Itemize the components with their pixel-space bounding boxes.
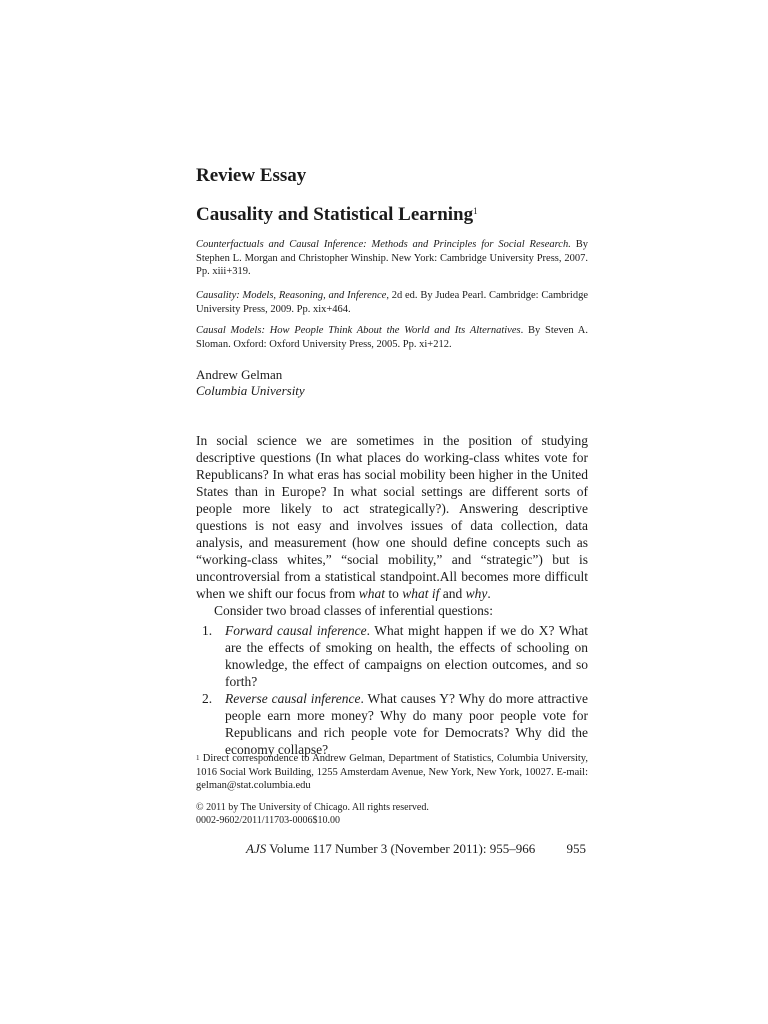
article-title <box>196 204 478 226</box>
body-paragraph-text: In social science we are sometimes in the position of studying descriptive questions (In what places do working-class whites vote for Republicans? In what eras has social mobility been higher in the United States than in Europe? In what social settings are different sorts of people more likely to act strategically?). Answering descriptive questions is not easy and involves issues of data collection, data analysis, and measurement (how one should define concepts such as “working-class whites,” “social mobility,” and “strategic”) but is uncontroversial from a statistical standpoint.All becomes more difficult when we shift our focus from <box>196 433 588 601</box>
journal-abbrev: AJS <box>246 841 267 856</box>
article-title-text: Causality and Statistical Learning <box>196 204 474 225</box>
footnote <box>196 752 588 793</box>
title-footnote-mark: 1 <box>473 206 478 216</box>
body-text <box>196 432 588 758</box>
book-title: Causality: Models, Reasoning, and Inference <box>196 290 387 301</box>
issn-line: 0002-9602/2011/11703-0006$10.00 <box>196 815 340 826</box>
list-item-text: . What might happen if we do X? What are the effects of smoking on health, the effects of schooling on knowledge, the effect of campaigns on election outcomes, and so forth? <box>225 623 588 689</box>
emphasis-what: what <box>358 586 385 601</box>
book-title: Counterfactuals and Causal Inference: Methods and Principles for Social Research. <box>196 239 571 250</box>
list-number: 2. <box>202 691 213 706</box>
body-connector: to <box>384 586 403 601</box>
author-block <box>196 367 305 399</box>
book-title: Causal Models: How People Think About the World and Its Alternatives <box>196 325 521 336</box>
list-item-text: . What causes Y? Why do more attractive people earn more money? Why do many poor people vote for Republicans and rich people vote for Democrats? Why did the economy collapse? <box>225 691 588 757</box>
book-details: . By Steven A. Sloman. Oxford: Oxford University Press, 2005. Pp. xi+212. <box>196 325 588 350</box>
list-number: 1. <box>202 623 213 638</box>
body-period: . <box>487 586 491 601</box>
journal-citation <box>246 841 535 857</box>
body-connector: and <box>439 586 466 601</box>
footnote-mark: 1 <box>196 754 200 762</box>
footnote-text: Direct correspondence to Andrew Gelman, Department of Statistics, Columbia University, 1016 Social Work Building, 1255 Amsterdam Avenue, New York, New York, 10027. E-mail: gelman@stat.columbia.edu <box>196 753 588 791</box>
page-number: 955 <box>566 841 586 856</box>
book-details: By Stephen L. Morgan and Christopher Winship. New York: Cambridge University Press, 2007. Pp. xiii+319. <box>196 239 588 277</box>
list-item <box>196 690 588 758</box>
body-paragraph: Consider two broad classes of inferential questions: <box>214 603 493 618</box>
citation-text: Volume 117 Number 3 (November 2011): 955–966 <box>266 841 536 856</box>
book-details: , 2d ed. By Judea Pearl. Cambridge: Cambridge University Press, 2009. Pp. xix+464. <box>196 290 589 315</box>
inference-list <box>196 622 588 758</box>
list-item-title: Forward causal inference <box>225 623 367 638</box>
author-name: Andrew Gelman <box>196 367 283 382</box>
reviewed-book-1 <box>196 238 588 279</box>
list-item-title: Reverse causal inference <box>225 691 361 706</box>
copyright-line: © 2011 by The University of Chicago. All rights reserved. <box>196 802 429 813</box>
list-item <box>196 622 588 690</box>
section-label: Review Essay <box>196 165 307 186</box>
emphasis-what-if: what if <box>402 586 440 601</box>
body-paragraph <box>196 432 588 602</box>
author-affiliation: Columbia University <box>196 383 305 398</box>
reviewed-book-2 <box>196 289 588 316</box>
emphasis-why: why <box>465 586 488 601</box>
copyright-block <box>196 801 429 827</box>
reviewed-book-3 <box>196 324 588 351</box>
